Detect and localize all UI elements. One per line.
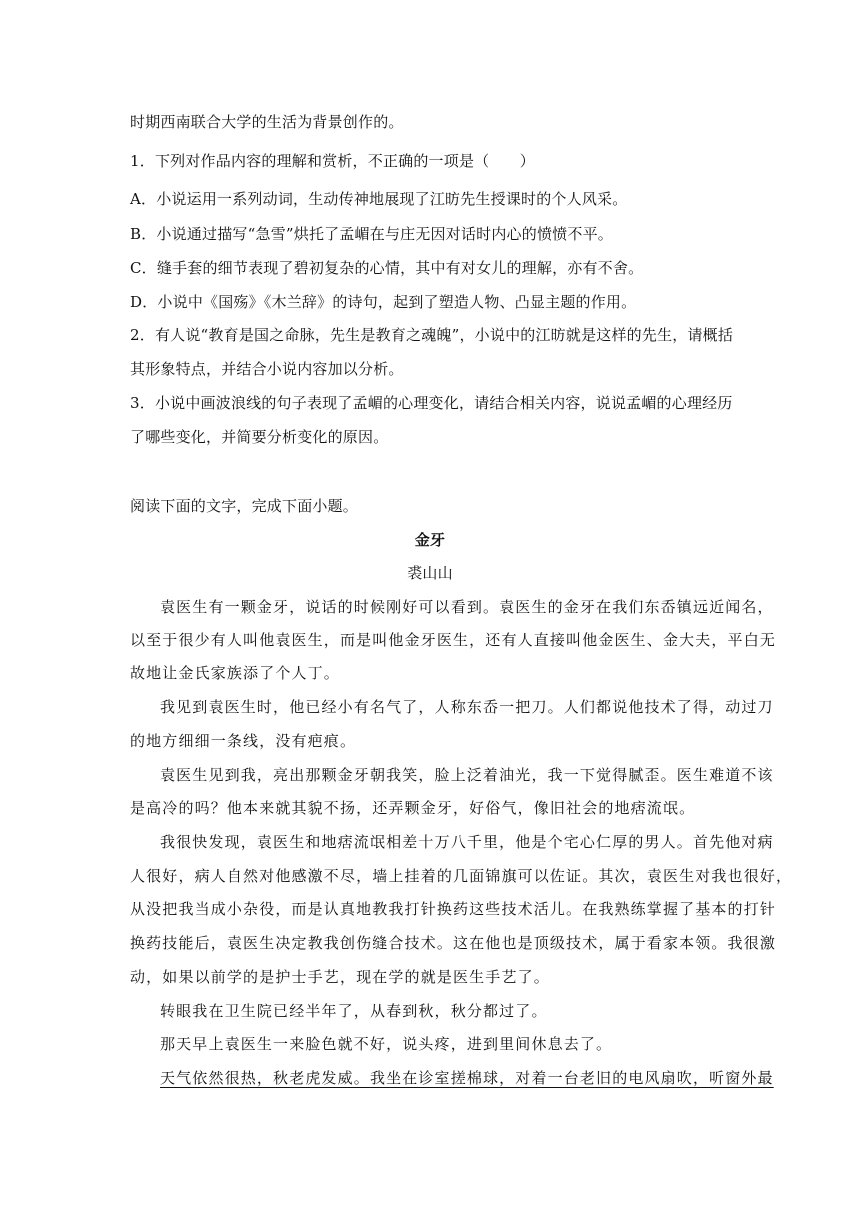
option-b: B．小说通过描写“急雪”烘托了孟嵋在与庄无因对话时内心的愤愤不平。 [130,225,613,243]
paragraph-1-line-2: 以至于很少有人叫他袁医生，而是叫他金牙医生，还有人直接叫他金医生、金大夫，平白无 [130,631,777,649]
paragraph-1-line-1: 袁医生有一颗金牙，说话的时候刚好可以看到。袁医生的金牙在我们东岙镇远近闻名， [160,598,774,616]
story-author: 裘山山 [407,564,453,582]
question-3-line-2: 了哪些变化，并简要分析变化的原因。 [130,428,389,446]
paragraph-1-line-3: 故地让金氏家族添了个人丁。 [130,664,340,682]
option-d: D．小说中《国殇》《木兰辞》的诗句，起到了塑造人物、凸显主题的作用。 [130,293,637,311]
paragraph-2-line-1: 我见到袁医生时，他已经小有名气了，人称东岙一把刀。人们都说他技术了得，动过刀 [160,698,774,716]
paragraph-5-line-1: 转眼我在卫生院已经半年了，从春到秋，秋分都过了。 [160,1002,548,1020]
reading-prompt: 阅读下面的文字，完成下面小题。 [130,497,359,515]
paragraph-3-line-2: 是高冷的吗？他本来就其貌不扬，还弄颗金牙，好俗气，像旧社会的地痞流氓。 [130,799,696,817]
paragraph-2-line-2: 的地方细细一条线，没有疤痕。 [130,732,357,750]
question-2-line-2: 其形象特点，并结合小说内容加以分析。 [130,360,404,378]
option-a: A．小说运用一系列动词，生动传神地展现了江昉先生授课时的个人风采。 [130,190,628,208]
question-3-line-1: 3．小说中画波浪线的句子表现了孟嵋的心理变化，请结合相关内容，说说孟嵋的心理经历 [130,394,733,412]
paragraph-4-line-4: 换药技能后，袁医生决定教我创伤缝合技术。这在他也是顶级技术，属于看家本领。我很激 [130,934,777,952]
underlined-sentence: 天气依然很热，秋老虎发威。 [160,1069,370,1087]
story-title: 金牙 [414,531,446,549]
paragraph-7-rest: 我坐在诊室搓棉球，对着一台老旧的电风扇吹，听窗外最 [369,1069,774,1087]
question-2-line-1: 2．有人说“教育是国之命脉，先生是教育之魂魄”，小说中的江昉就是这样的先生，请概括 [130,326,734,344]
paragraph-4-line-1: 我很快发现，袁医生和地痞流氓相差十万八千里，他是个宅心仁厚的男人。首先他对病 [160,833,774,851]
paragraph-7-line-1 [160,1068,774,1088]
paragraph-4-line-2: 人很好，病人自然对他感激不尽，墙上挂着的几面锦旗可以佐证。其次，袁医生对我也很好， [130,867,793,885]
option-c: C．缝手套的细节表现了碧初复杂的心情，其中有对女儿的理解，亦有不舍。 [130,259,644,277]
paragraph-4-line-5: 动，如果以前学的是护士手艺，现在学的就是医生手艺了。 [130,968,550,986]
question-1: 1．下列对作品内容的理解和赏析，不正确的一项是（ ） [130,152,535,170]
paragraph-3-line-1: 袁医生见到我，亮出那颗金牙朝我笑，脸上泛着油光，我一下觉得腻歪。医生难道不该 [160,766,774,784]
paragraph-6-line-1: 那天早上袁医生一来脸色就不好，说头疼，进到里间休息去了。 [160,1035,613,1053]
intro-line: 时期西南联合大学的生活为背景创作的。 [130,113,404,131]
paragraph-4-line-3: 从没把我当成小杂役，而是认真地教我打针换药这些技术活儿。在我熟练掌握了基本的打针 [130,900,777,918]
